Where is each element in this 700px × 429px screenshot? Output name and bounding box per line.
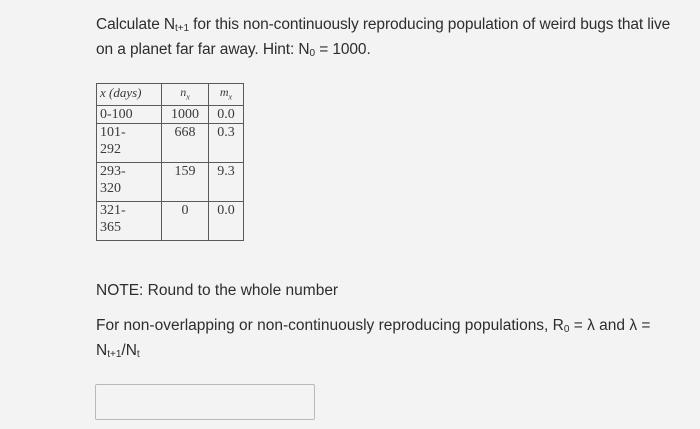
definition-part-1: For non-overlapping or non-continuously reproducing populations, R	[96, 317, 564, 334]
header-m-subscript: x	[228, 92, 233, 102]
cell-n: 0	[162, 202, 209, 241]
header-x-days: x (days)	[97, 84, 162, 106]
header-mx	[209, 84, 244, 106]
table-row	[97, 163, 244, 202]
definition-part-3: /N	[121, 342, 137, 359]
header-n-symbol: n	[180, 85, 187, 99]
header-n-subscript: x	[186, 92, 190, 102]
definition-part-2: = λ and λ = N	[96, 317, 651, 359]
cell-m: 0.0	[209, 202, 244, 241]
table-row	[97, 106, 244, 124]
question-subscript-2: 0	[309, 48, 315, 59]
answer-input[interactable]	[95, 384, 315, 420]
cell-n: 1000	[162, 106, 209, 124]
table-header-row	[97, 84, 244, 106]
question-part-1: Calculate N	[96, 16, 176, 33]
header-m-symbol: m	[219, 85, 229, 99]
table-row	[97, 124, 244, 163]
definition-text	[96, 313, 691, 363]
note-text: NOTE: Round to the whole number	[96, 282, 339, 299]
question-text	[96, 12, 686, 62]
cell-n: 159	[162, 163, 209, 202]
cell-x: 101- 292	[97, 124, 162, 163]
cell-m: 0.0	[209, 106, 244, 124]
definition-subscript-2: t+1	[107, 349, 122, 360]
table-row	[97, 202, 244, 241]
question-subscript-1: t+1	[175, 23, 189, 34]
cell-x: 0-100	[97, 106, 162, 124]
life-table	[96, 83, 244, 241]
definition-subscript-1: 0	[563, 324, 570, 335]
header-nx	[162, 84, 209, 106]
cell-m: 0.3	[209, 124, 244, 163]
definition-subscript-3: t	[136, 349, 140, 360]
question-part-3: = 1000.	[315, 41, 371, 58]
cell-x: 321- 365	[97, 202, 162, 241]
cell-x: 293- 320	[97, 163, 162, 202]
question-part-2: for this non-continuously reproducing population of weird bugs that live on a planet far far away. Hint: N	[96, 16, 671, 58]
cell-m: 9.3	[209, 163, 244, 202]
cell-n: 668	[162, 124, 209, 163]
